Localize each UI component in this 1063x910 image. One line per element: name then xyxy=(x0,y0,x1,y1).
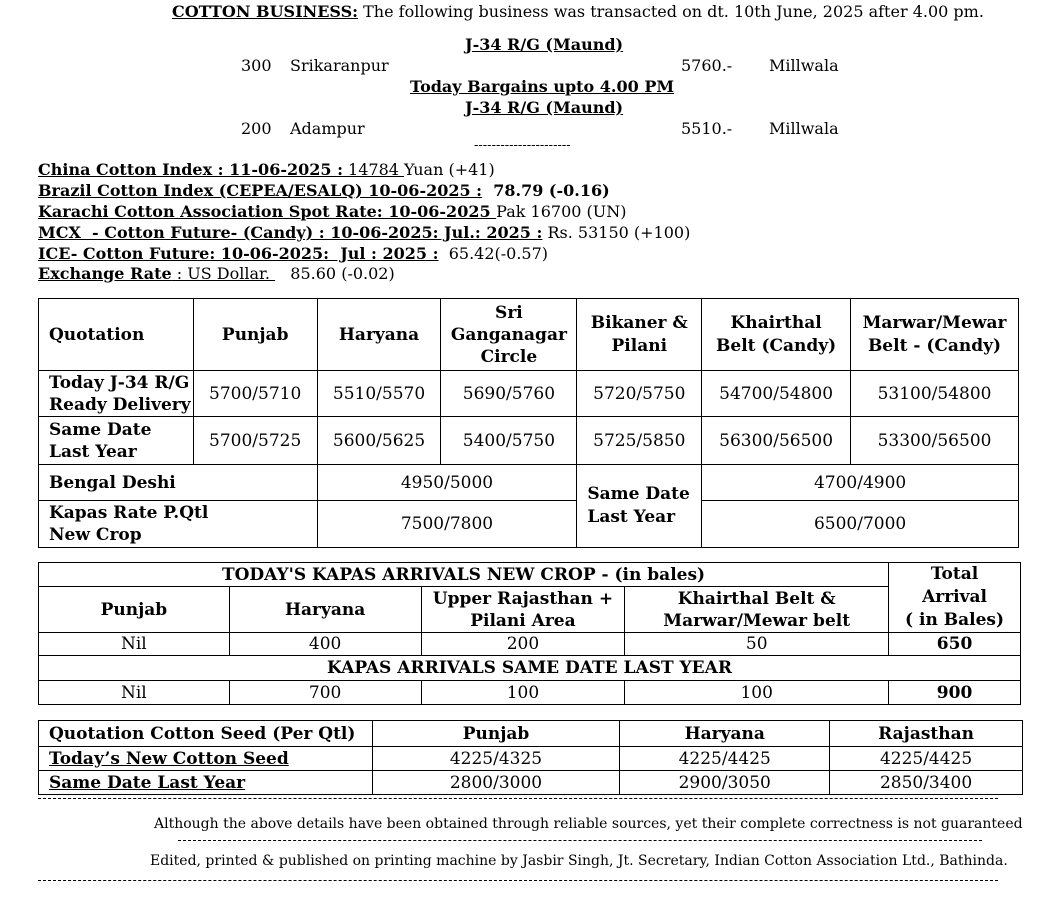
business-qty: 300 xyxy=(241,56,272,75)
same-date-line: Same Date xyxy=(587,484,690,504)
table-cell: 5700/5710 xyxy=(193,371,317,417)
header-line: Punjab xyxy=(221,324,289,345)
header-line: Marwar/Mewar belt xyxy=(663,610,851,631)
footer-divider xyxy=(38,880,998,881)
arrivals-table xyxy=(38,562,1021,705)
index-label: ICE- Cotton Future: 10-06-2025: Jul : 2025 : xyxy=(38,244,439,263)
total-line: ( in Bales) xyxy=(905,610,1005,630)
quotation-header-row xyxy=(39,299,1019,371)
arrivals-title: TODAY'S KAPAS ARRIVALS NEW CROP - (in bales) xyxy=(39,563,889,587)
table-cell: Nil xyxy=(39,633,230,656)
table-cell: 5725/5850 xyxy=(577,417,702,465)
same-date-line: Last Year xyxy=(587,507,676,527)
table-cell: 53300/56500 xyxy=(851,417,1019,465)
same-date-label xyxy=(577,465,702,548)
index-value: 65.42(-0.57) xyxy=(438,244,549,263)
header-title-label: COTTON BUSINESS: xyxy=(172,2,359,21)
bargain-separator: ---------------------- xyxy=(474,138,571,153)
index-value: Pak 16700 (UN) xyxy=(496,202,627,221)
header-line: Haryana xyxy=(284,599,366,620)
header-line: Ganganagar xyxy=(450,324,567,345)
header-line: Quotation xyxy=(49,324,145,345)
table-cell: 200 xyxy=(421,633,625,656)
total-arrival-header xyxy=(889,563,1021,633)
row-label-line: Same Date xyxy=(49,419,152,440)
bargains-heading: Today Bargains upto 4.00 PM xyxy=(410,77,675,96)
table-row xyxy=(39,633,1021,656)
total-line: Total xyxy=(930,564,979,584)
table-cell: 2800/3000 xyxy=(372,771,620,795)
index-exchange xyxy=(38,264,395,283)
seed-header-cell: Quotation Cotton Seed (Per Qtl) xyxy=(39,721,373,747)
table-cell: 4225/4425 xyxy=(830,747,1023,771)
bargain-qty: 200 xyxy=(241,119,272,138)
row-label-line: New Crop xyxy=(49,525,142,545)
row-label xyxy=(39,417,194,465)
seed-header-cell: Haryana xyxy=(620,721,830,747)
header-line: Bikaner & xyxy=(590,312,688,333)
row-label-line: Kapas Rate P.Qtl xyxy=(49,503,209,523)
table-cell: 53100/54800 xyxy=(851,371,1019,417)
header-line: Circle xyxy=(480,346,538,367)
table-cell: 4700/4900 xyxy=(702,465,1019,501)
index-label: Karachi Cotton Association Spot Rate: 10-06-2025 xyxy=(38,202,497,221)
index-china xyxy=(38,160,495,179)
quotation-header-cell xyxy=(577,299,702,371)
table-cell: 2850/3400 xyxy=(830,771,1023,795)
header-line: Belt - (Candy) xyxy=(867,335,1002,356)
table-cell: 4950/5000 xyxy=(317,465,577,501)
row-label-line: Last Year xyxy=(49,441,137,462)
row-label: Same Date Last Year xyxy=(39,771,373,795)
last-year-title: KAPAS ARRIVALS SAME DATE LAST YEAR xyxy=(39,656,1021,681)
table-cell: 2900/3050 xyxy=(620,771,830,795)
row-label-line: Ready Delivery xyxy=(49,394,191,415)
quotation-table xyxy=(38,298,1019,548)
header-line: Sri xyxy=(495,302,523,323)
header-line: Khairthal Belt & xyxy=(677,588,836,609)
index-value: Yuan (+41) xyxy=(404,160,495,179)
quotation-header-cell xyxy=(317,299,441,371)
index-value-underlined: 14784 xyxy=(342,160,405,179)
last-year-title-row xyxy=(39,656,1021,681)
table-row xyxy=(39,417,1019,465)
footer-disclaimer: Although the above details have been obtained through reliable sources, yet their complete correctness is not guaranteed xyxy=(154,816,1023,832)
row-label xyxy=(39,501,318,548)
header-line: Belt (Candy) xyxy=(716,335,837,356)
table-cell: 700 xyxy=(229,681,421,705)
quotation-header-cell xyxy=(702,299,851,371)
arrivals-title-row xyxy=(39,563,1021,587)
arrivals-header-cell xyxy=(229,587,421,633)
index-value-underlined: : US Dollar. xyxy=(171,264,276,283)
index-label: Exchange Rate xyxy=(38,264,172,283)
row-label: Today’s New Cotton Seed xyxy=(39,747,373,771)
header-line: Punjab xyxy=(100,599,168,620)
quotation-header-cell xyxy=(851,299,1019,371)
table-row xyxy=(39,747,1023,771)
header-line: Upper Rajasthan + xyxy=(432,588,614,609)
header-line: Khairthal xyxy=(730,312,822,333)
business-rate: 5760.- xyxy=(681,56,733,75)
business-heading: J-34 R/G (Maund) xyxy=(465,35,624,54)
business-buyer: Millwala xyxy=(769,56,839,75)
table-row xyxy=(39,371,1019,417)
index-value: Rs. 53150 (+100) xyxy=(542,223,691,242)
quotation-header-cell xyxy=(39,299,194,371)
quotation-header-cell xyxy=(193,299,317,371)
seed-header-cell: Punjab xyxy=(372,721,620,747)
total-cell: 650 xyxy=(889,633,1021,656)
index-karachi xyxy=(38,202,626,221)
index-value: 78.79 (-0.16) xyxy=(482,181,610,200)
table-cell: 5690/5760 xyxy=(441,371,577,417)
index-label: China Cotton Index : 11-06-2025 : xyxy=(38,160,343,179)
table-cell: 4225/4425 xyxy=(620,747,830,771)
quotation-header-cell xyxy=(441,299,577,371)
header-line: Pilani Area xyxy=(470,610,576,631)
row-label-line: Today J-34 R/G xyxy=(49,372,190,393)
table-cell: Nil xyxy=(39,681,230,705)
business-place: Srikaranpur xyxy=(290,56,389,75)
table-cell: 7500/7800 xyxy=(317,501,577,548)
header-line: Pilani xyxy=(611,335,668,356)
table-cell: 5510/5570 xyxy=(317,371,441,417)
total-line: Arrival xyxy=(922,587,987,607)
index-ice xyxy=(38,244,548,263)
table-cell: 400 xyxy=(229,633,421,656)
bargains-subheading: J-34 R/G (Maund) xyxy=(465,98,624,117)
footer-publisher: Edited, printed & published on printing machine by Jasbir Singh, Jt. Secretary, Indian Cotton Association Ltd., Bathinda. xyxy=(150,853,1008,869)
bargain-buyer: Millwala xyxy=(769,119,839,138)
table-row xyxy=(39,771,1023,795)
table-cell: 100 xyxy=(625,681,889,705)
row-label xyxy=(39,371,194,417)
index-mcx xyxy=(38,223,690,242)
header-title-text: The following business was transacted on dt. 10th June, 2025 after 4.00 pm. xyxy=(358,2,984,21)
total-cell: 900 xyxy=(889,681,1021,705)
table-cell: 56300/56500 xyxy=(702,417,851,465)
arrivals-header-cell xyxy=(421,587,625,633)
table-cell: 6500/7000 xyxy=(702,501,1019,548)
row-label: Bengal Deshi xyxy=(39,465,318,501)
index-value: 85.60 (-0.02) xyxy=(275,264,395,283)
header-line: Marwar/Mewar xyxy=(862,312,1007,333)
footer-divider xyxy=(178,840,982,841)
table-cell: 5720/5750 xyxy=(577,371,702,417)
bargain-place: Adampur xyxy=(290,119,365,138)
index-label: Brazil Cotton Index (CEPEA/ESALQ) 10-06-2025 : xyxy=(38,181,483,200)
table-cell: 54700/54800 xyxy=(702,371,851,417)
table-row xyxy=(39,501,1019,548)
table-row xyxy=(39,465,1019,501)
seed-table xyxy=(38,720,1023,795)
index-label: MCX - Cotton Future- (Candy) : 10-06-2025: Jul.: 2025 : xyxy=(38,223,543,242)
header-line: Haryana xyxy=(338,324,420,345)
table-cell: 100 xyxy=(421,681,625,705)
index-brazil xyxy=(38,181,610,200)
footer-divider xyxy=(38,798,998,799)
table-cell: 4225/4325 xyxy=(372,747,620,771)
seed-header-row xyxy=(39,721,1023,747)
arrivals-header-cell xyxy=(625,587,889,633)
seed-header-cell: Rajasthan xyxy=(830,721,1023,747)
table-cell: 50 xyxy=(625,633,889,656)
table-cell: 5700/5725 xyxy=(193,417,317,465)
arrivals-header-cell xyxy=(39,587,230,633)
table-cell: 5600/5625 xyxy=(317,417,441,465)
arrivals-header-row xyxy=(39,587,1021,633)
table-row xyxy=(39,681,1021,705)
header-line xyxy=(172,2,984,21)
bargain-rate: 5510.- xyxy=(681,119,733,138)
table-cell: 5400/5750 xyxy=(441,417,577,465)
